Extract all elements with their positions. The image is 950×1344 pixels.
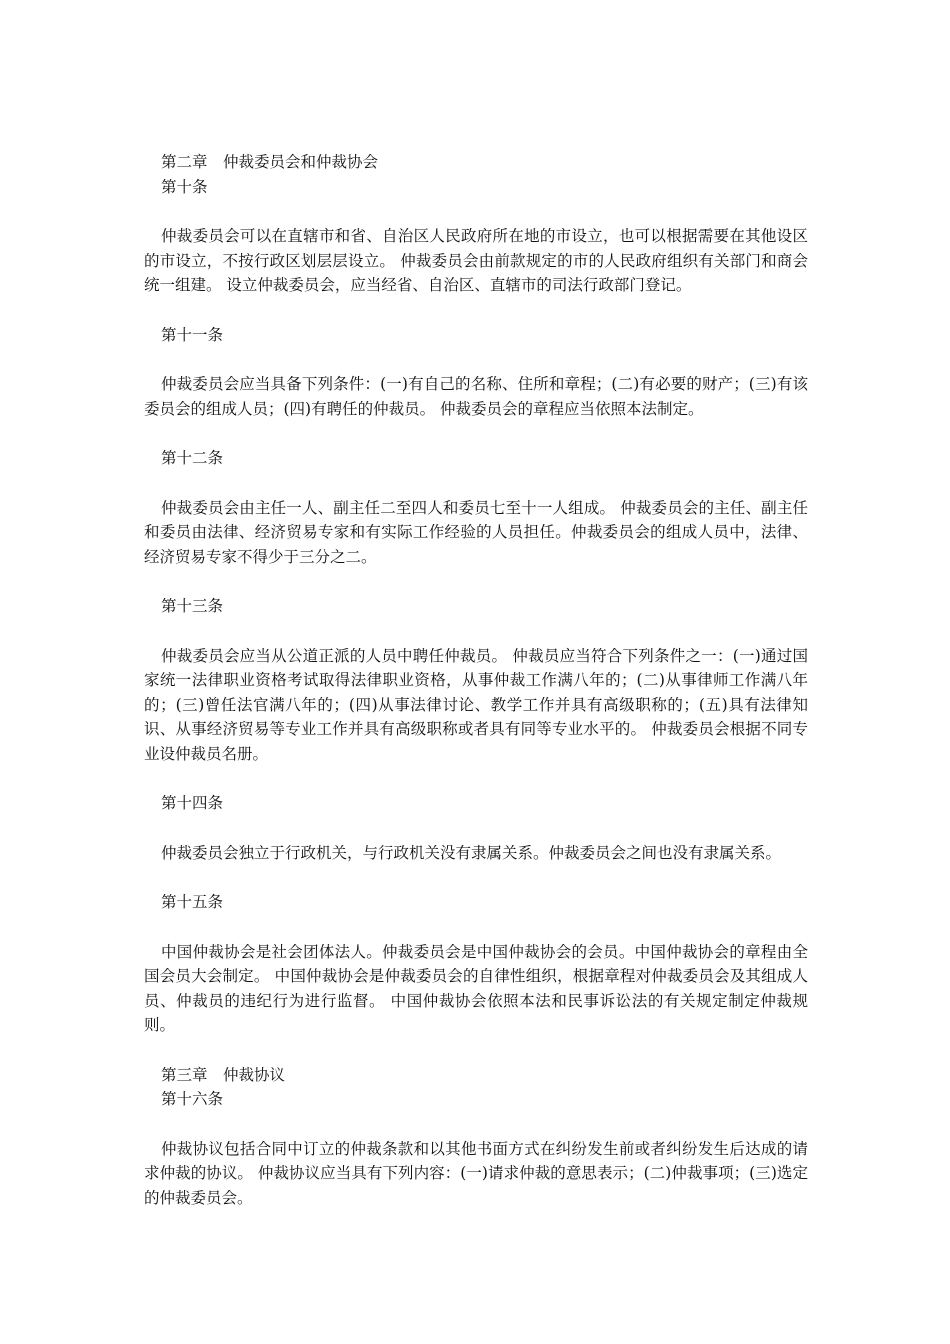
spacer	[144, 619, 808, 644]
spacer	[144, 569, 808, 594]
article-12-text: 仲裁委员会由主任一人、副主任二至四人和委员七至十一人组成。 仲裁委员会的主任、副主任和委员由法律、经济贸易专家和有实际工作经验的人员担任。仲裁委员会的组成人员中，法律、经济贸易专家不得少于三分之二。	[144, 498, 808, 566]
article-14-heading: 第十四条	[161, 794, 224, 812]
chapter-3-title: 第三章 仲裁协议	[161, 1065, 286, 1084]
article-10-text: 仲裁委员会可以在直辖市和省、自治区人民政府所在地的市设立，也可以根据需要在其他设区的市设立，不按行政区划层层设立。 仲裁委员会由前款规定的市的人民政府组织有关部门和商会统一组建。 设立仲裁委员会，应当经省、自治区、直辖市的司法行政部门登记。	[144, 227, 808, 294]
spacer	[144, 298, 808, 323]
document-body	[144, 150, 808, 1210]
article-10-heading: 第十条	[161, 177, 208, 196]
spacer	[144, 347, 808, 372]
article-13-text: 仲裁委员会应当从公道正派的人员中聘任仲裁员。 仲裁员应当符合下列条件之一：(一)通过国家统一法律职业资格考试取得法律职业资格，从事仲裁工作满八年的；(二)从事律师工作满八年的；(三)曾任法官满八年的；(四)从事法律讨论、教学工作并具有高级职称的；(五)具有法律知识、从事经济贸易等专业工作并具有高级职称或者具有同等专业水平的。 仲裁委员会根据不同专业设仲裁员名册。	[144, 646, 808, 763]
spacer	[144, 421, 808, 446]
article-16-heading: 第十六条	[161, 1090, 224, 1108]
article-16-text: 仲裁协议包括合同中订立的仲裁条款和以其他书面方式在纠纷发生前或者纠纷发生后达成的请求仲裁的协议。 仲裁协议应当具有下列内容：(一)请求仲裁的意思表示；(二)仲裁事项；(三)选定的仲裁委员会。	[144, 1139, 808, 1207]
article-12-heading: 第十二条	[161, 449, 224, 467]
article-13-heading: 第十三条	[161, 597, 224, 615]
article-15-text: 中国仲裁协会是社会团体法人。仲裁委员会是中国仲裁协会的会员。中国仲裁协会的章程由全国会员大会制定。 中国仲裁协会是仲裁委员会的自律性组织，根据章程对仲裁委员会及其组成人员、仲裁员的违纪行为进行监督。 中国仲裁协会依照本法和民事诉讼法的有关规定制定仲裁规则。	[144, 942, 808, 1034]
spacer	[144, 915, 808, 940]
spacer	[144, 865, 808, 890]
spacer	[144, 816, 808, 841]
spacer	[144, 766, 808, 791]
spacer	[144, 471, 808, 496]
spacer	[144, 1112, 808, 1137]
article-15-heading: 第十五条	[161, 893, 224, 911]
chapter-2-title: 第二章 仲裁委员会和仲裁协会	[161, 153, 379, 171]
article-11-heading: 第十一条	[161, 325, 224, 344]
spacer	[144, 1038, 808, 1063]
article-11-text: 仲裁委员会应当具备下列条件：(一)有自己的名称、住所和章程；(二)有必要的财产；(三)有该委员会的组成人员；(四)有聘任的仲裁员。 仲裁委员会的章程应当依照本法制定。	[144, 375, 808, 418]
spacer	[144, 199, 808, 224]
article-14-text: 仲裁委员会独立于行政机关，与行政机关没有隶属关系。仲裁委员会之间也没有隶属关系。	[161, 843, 782, 862]
